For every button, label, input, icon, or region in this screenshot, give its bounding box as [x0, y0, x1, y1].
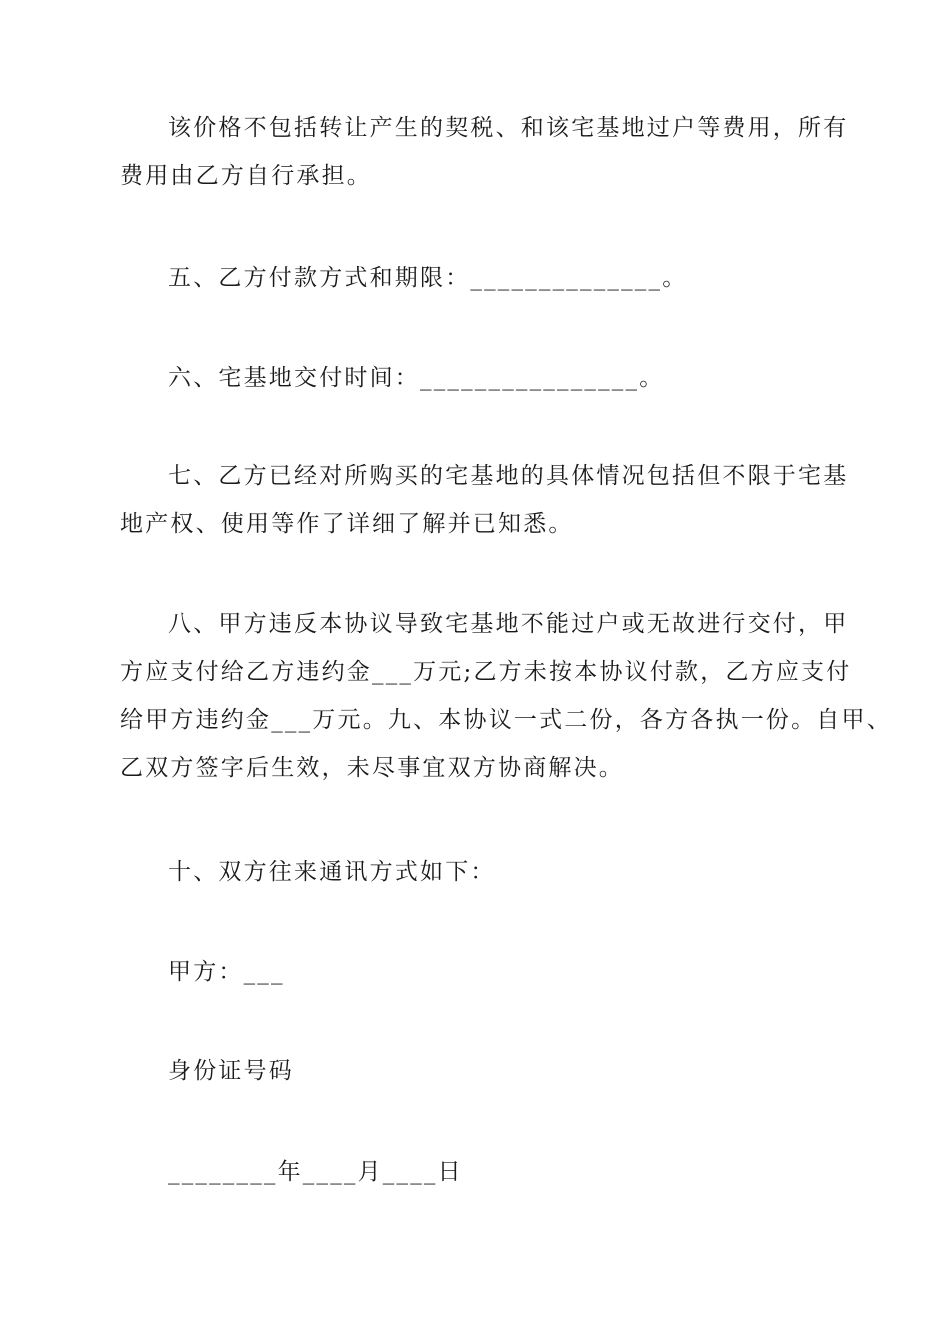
- text-line: 甲方：___: [168, 959, 285, 985]
- text-line: 身份证号码: [168, 1058, 294, 1084]
- text-line: 该价格不包括转让产生的契税、和该宅基地过户等费用，所有: [168, 115, 849, 141]
- text-line: 给甲方违约金___万元。九、本协议一式二份，各方各执一份。自甲、: [120, 707, 892, 733]
- date-field: [120, 1148, 840, 1196]
- text-line: 五、乙方付款方式和期限：______________。: [168, 265, 688, 291]
- text-line: 费用由乙方自行承担。: [120, 163, 372, 189]
- paragraph-clause-5: [120, 254, 840, 302]
- text-line: 七、乙方已经对所购买的宅基地的具体情况包括但不限于宅基: [168, 463, 849, 489]
- text-line: 方应支付给乙方违约金___万元;乙方未按本协议付款，乙方应支付: [120, 659, 852, 685]
- text-line: 八、甲方违反本协议导致宅基地不能过户或无故进行交付，甲: [168, 611, 849, 637]
- text-line: 乙双方签字后生效，未尽事宜双方协商解决。: [120, 755, 624, 781]
- paragraph-price-fees: [120, 104, 849, 200]
- text-line: 地产权、使用等作了详细了解并已知悉。: [120, 511, 574, 537]
- text-line: 十、双方往来通讯方式如下：: [168, 859, 496, 885]
- paragraph-clause-10: [120, 848, 840, 896]
- paragraph-clause-8-9: [120, 600, 892, 792]
- paragraph-clause-6: [120, 354, 840, 402]
- paragraph-clause-7: [120, 452, 849, 548]
- text-line: ________年____月____日: [168, 1159, 463, 1185]
- party-a-field: [120, 948, 840, 996]
- id-number-field: [120, 1047, 840, 1095]
- text-line: 六、宅基地交付时间：________________。: [168, 365, 665, 391]
